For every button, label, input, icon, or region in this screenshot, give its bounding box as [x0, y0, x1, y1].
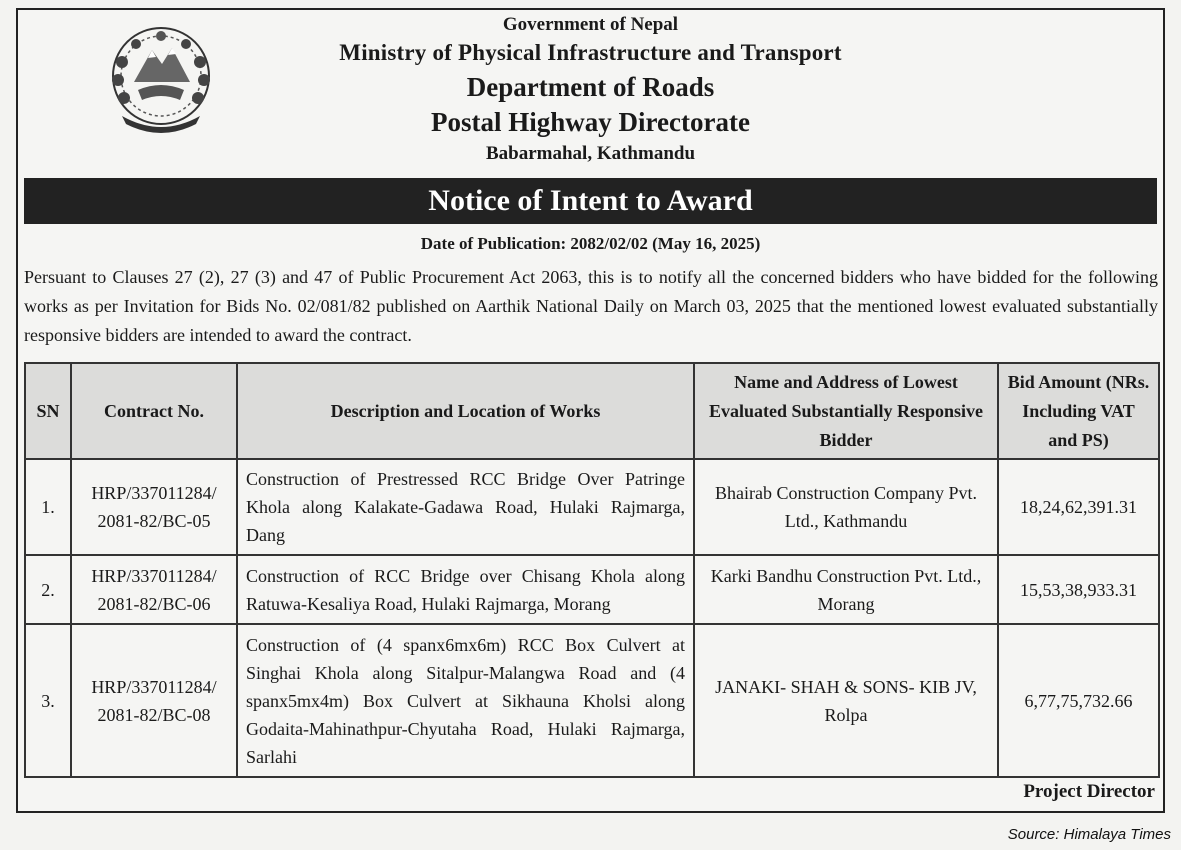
department-title: Department of Roads [466, 72, 715, 102]
cell-sn: 1. [25, 459, 71, 555]
header-description: Description and Location of Works [237, 363, 694, 459]
office-address: Babarmahal, Kathmandu [485, 143, 696, 164]
cell-contract: HRP/337011284/ 2081-82/BC-06 [71, 555, 237, 624]
government-title: Government of Nepal [502, 14, 679, 35]
header-bidder: Name and Address of Lowest Evaluated Substantially Responsive Bidder [694, 363, 998, 459]
header-sn: SN [25, 363, 71, 459]
table-row [25, 624, 1159, 777]
cell-contract: HRP/337011284/ 2081-82/BC-05 [71, 459, 237, 555]
notice-body: Persuant to Clauses 27 (2), 27 (3) and 47 of Public Procurement Act 2063, this is to notify all the concerned bidders who have bidded for the following works as per Invitation for Bids No. 02/081/82 published on Aarthik National Daily on March 03, 2025 that the mentioned lowest evaluated substantially responsive bidders are intended to award the contract. [24, 267, 1158, 345]
header-amount: Bid Amount (NRs. Including VAT and PS) [998, 363, 1159, 459]
cell-sn: 2. [25, 555, 71, 624]
cell-description: Construction of Prestressed RCC Bridge Over Patringe Khola along Kalakate-Gadawa Road, Hulaki Rajmarga, Dang [237, 459, 694, 555]
publication-date: Date of Publication: 2082/02/02 (May 16, 2025) [420, 234, 761, 253]
cell-description: Construction of (4 spanx6mx6m) RCC Box Culvert at Singhai Khola along Sitalpur-Malangwa Road and (4 spanx5mx4m) Box Culvert at Sikhauna Kholsi along Godaita-Mahinathpur-Chyutaha Road, Hulaki Rajmarga, Sarlahi [237, 624, 694, 777]
ministry-title: Ministry of Physical Infrastructure and Transport [339, 40, 842, 65]
notice-title-banner: Notice of Intent to Award [24, 178, 1157, 224]
table-row [25, 555, 1159, 624]
cell-sn: 3. [25, 624, 71, 777]
table-row [25, 459, 1159, 555]
source-credit: Source: Himalaya Times [1007, 826, 1171, 843]
cell-amount: 18,24,62,391.31 [998, 459, 1159, 555]
directorate-title: Postal Highway Directorate [431, 107, 750, 137]
cell-contract: HRP/337011284/ 2081-82/BC-08 [71, 624, 237, 777]
cell-bidder: JANAKI- SHAH & SONS- KIB JV, Rolpa [694, 624, 998, 777]
header-contract: Contract No. [71, 363, 237, 459]
signoff-title: Project Director [1023, 781, 1155, 802]
table-header-row [25, 363, 1159, 459]
award-table [24, 362, 1160, 778]
cell-amount: 6,77,75,732.66 [998, 624, 1159, 777]
cell-description: Construction of RCC Bridge over Chisang Khola along Ratuwa-Kesaliya Road, Hulaki Rajmarga, Morang [237, 555, 694, 624]
cell-amount: 15,53,38,933.31 [998, 555, 1159, 624]
cell-bidder: Bhairab Construction Company Pvt. Ltd., Kathmandu [694, 459, 998, 555]
cell-bidder: Karki Bandhu Construction Pvt. Ltd., Morang [694, 555, 998, 624]
